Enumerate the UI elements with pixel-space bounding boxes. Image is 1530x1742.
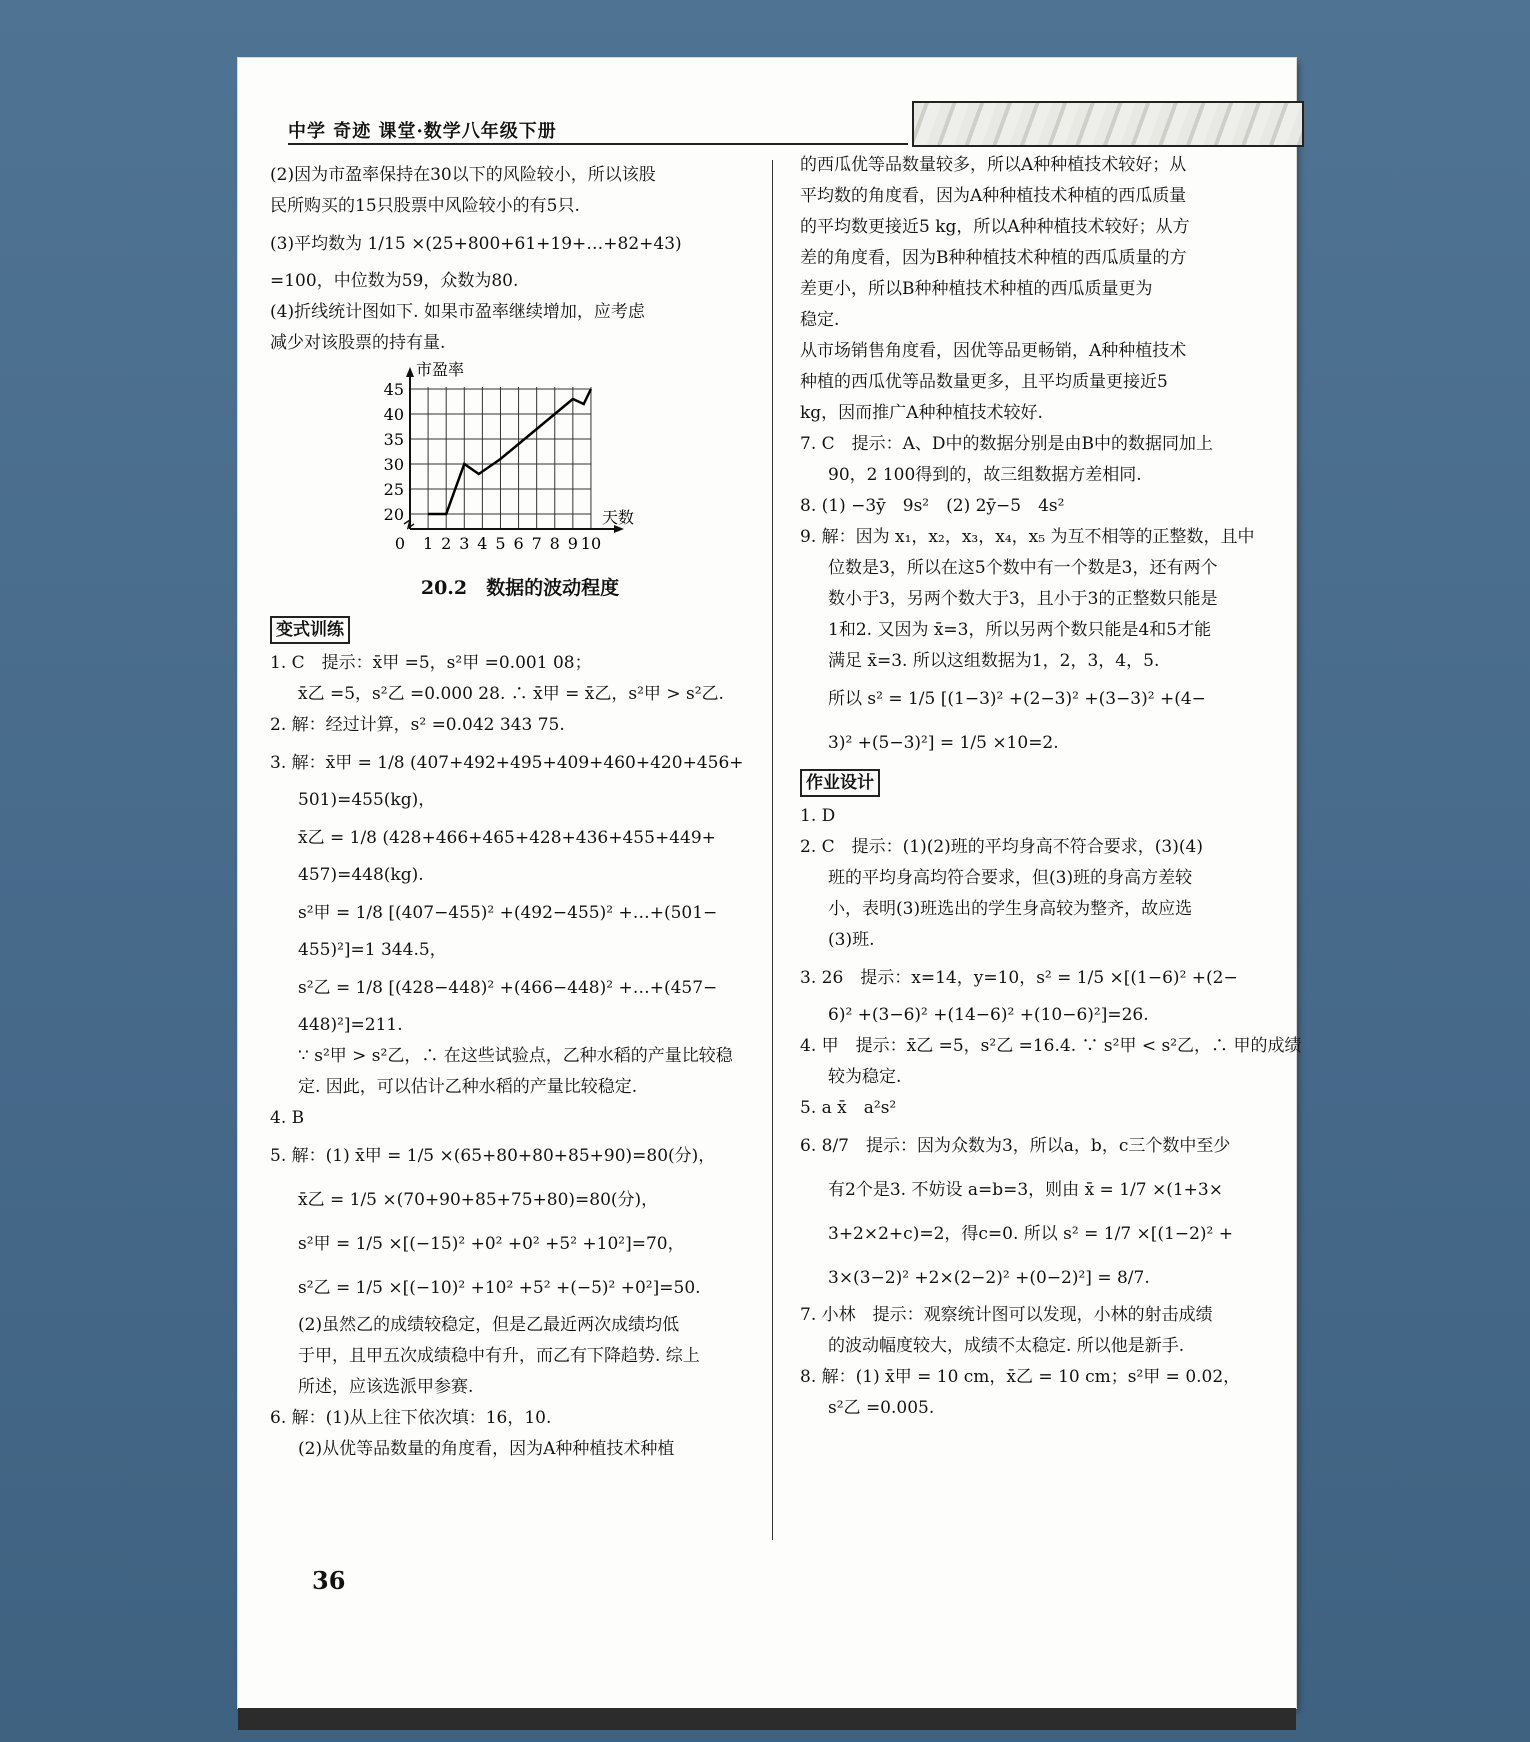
text-line: 448)²]=211. — [298, 1015, 403, 1035]
text-line: 9. 解：因为 x₁，x₂，x₃，x₄，x₅ 为互不相等的正整数，且中 — [800, 527, 1255, 547]
text-line: 8. (1) −3ȳ 9s² (2) 2ȳ−5 4s² — [800, 496, 1065, 516]
line-chart-svg — [370, 359, 670, 567]
text-line: 的波动幅度较大，成绩不太稳定. 所以他是新手. — [828, 1336, 1185, 1356]
text-line: 6)² +(3−6)² +(14−6)² +(10−6)²]=26. — [828, 1005, 1149, 1025]
y-tick-label: 30 — [383, 455, 404, 474]
page-header — [288, 57, 1268, 142]
text-line: 7. 小林 提示：观察统计图可以发现，小林的射击成绩 — [800, 1305, 1213, 1325]
text-line: 501)=455(kg)， — [298, 790, 436, 810]
text-line: 位数是3，所以在这5个数中有一个数是3，还有两个 — [828, 558, 1218, 578]
text-line: 所述，应该选派甲参赛. — [298, 1377, 474, 1397]
text-line: kg，因而推广A种种植技术较好. — [800, 403, 1043, 423]
text-line: s²甲 = 1/5 ×[(−15)² +0² +0² +5² +10²]=70， — [298, 1234, 685, 1254]
x-tick-label: 3 — [459, 534, 470, 553]
header-rule — [288, 143, 908, 145]
x-axis-label: 天数 — [602, 508, 635, 527]
text-line: 457)=448(kg). — [298, 865, 424, 885]
text-line: 5. a x̄ a²s² — [800, 1098, 897, 1118]
text-line: 5. 解：(1) x̄甲 = 1/5 ×(65+80+80+85+90)=80(分)， — [270, 1146, 716, 1166]
y-tick-label: 25 — [383, 480, 404, 499]
text-line: 6. 解：(1)从上往下依次填：16，10. — [270, 1408, 552, 1428]
text-line: 稳定. — [800, 310, 840, 330]
text-line: 3. 26 提示：x=14，y=10，s² = 1/5 ×[(1−6)² +(2− — [800, 968, 1238, 988]
text-line: 3. 解：x̄甲 = 1/8 (407+492+495+409+460+420+456+ — [270, 753, 744, 773]
x-tick-label: 4 — [477, 534, 488, 553]
text-line: 民所购买的15只股票中风险较小的有5只. — [270, 196, 580, 216]
left-column — [270, 160, 770, 1465]
text-line: 差的角度看，因为B种种植技术种植的西瓜质量的方 — [800, 248, 1187, 268]
text-line: =100，中位数为59，众数为80. — [270, 271, 519, 291]
text-line: 定. 因此，可以估计乙种水稻的产量比较稳定. — [298, 1077, 638, 1097]
x-tick-label: 2 — [441, 534, 452, 553]
line-chart — [270, 359, 770, 569]
x-tick-label: 8 — [549, 534, 560, 553]
text-line: 1和2. 又因为 x̄=3，所以另两个数只能是4和5才能 — [828, 620, 1212, 640]
text-line: 6. 8/7 提示：因为众数为3，所以a，b，c三个数中至少 — [800, 1136, 1231, 1156]
x-tick-label: 6 — [513, 534, 524, 553]
section-title: 20.2 数据的波动程度 — [420, 577, 620, 599]
right-column — [800, 150, 1302, 1424]
text-line: 455)²]=1 344.5， — [298, 940, 447, 960]
text-line: 所以 s² = 1/5 [(1−3)² +(2−3)² +(3−3)² +(4− — [828, 689, 1206, 709]
text-line: (2)因为市盈率保持在30以下的风险较小，所以该股 — [270, 165, 656, 185]
exercise-box-label: 变式训练 — [270, 616, 350, 644]
text-line: 平均数的角度看，因为A种种植技术种植的西瓜质量 — [800, 186, 1187, 206]
text-line: 7. C 提示：A、D中的数据分别是由B中的数据同加上 — [800, 434, 1214, 454]
text-line: 1. D — [800, 806, 836, 826]
text-line: s²乙 =0.005. — [828, 1398, 935, 1418]
x-tick-label: 10 — [580, 534, 602, 553]
header-title: 中学 奇迹 课堂·数学八年级下册 — [288, 121, 557, 142]
y-axis-label: 市盈率 — [416, 360, 465, 379]
text-line: 数小于3，另两个数大于3，且小于3的正整数只能是 — [828, 589, 1218, 609]
text-line: (3)班. — [828, 930, 875, 950]
homework-box-label: 作业设计 — [800, 769, 880, 797]
y-tick-label: 40 — [383, 405, 404, 424]
series-line — [428, 389, 591, 514]
page-number: 36 — [312, 1566, 346, 1595]
text-line: (4)折线统计图如下. 如果市盈率继续增加，应考虑 — [270, 302, 645, 322]
text-line: 4. 甲 提示：x̄乙 =5，s²乙 =16.4. ∵ s²甲 < s²乙，∴ 甲的成绩 — [800, 1036, 1302, 1056]
y-tick-label: 35 — [383, 430, 404, 449]
text-line: 满足 x̄=3. 所以这组数据为1，2，3，4，5. — [828, 651, 1160, 671]
axis-break-mark — [404, 520, 414, 528]
text-line: 从市场销售角度看，因优等品更畅销，A种种植技术 — [800, 341, 1187, 361]
y-axis-arrow — [406, 367, 414, 377]
text-line: 有2个是3. 不妨设 a=b=3，则由 x̄ = 1/7 ×(1+3× — [828, 1180, 1223, 1200]
y-tick-label: 20 — [383, 505, 404, 524]
text-line: 8. 解：(1) x̄甲 = 10 cm，x̄乙 = 10 cm；s²甲 = 0.02， — [800, 1367, 1241, 1387]
text-line: 于甲，且甲五次成绩稳中有升，而乙有下降趋势. 综上 — [298, 1346, 700, 1366]
text-line: 1. C 提示：x̄甲 =5，s²甲 =0.001 08； — [270, 653, 592, 673]
x-tick-label: 0 — [394, 534, 406, 553]
text-line: 2. 解：经过计算，s² =0.042 343 75. — [270, 715, 565, 735]
text-line: (3)平均数为 1/15 ×(25+800+61+19+…+82+43) — [270, 234, 682, 254]
text-line: 4. B — [270, 1108, 305, 1128]
text-line: (2)从优等品数量的角度看，因为A种种植技术种植 — [298, 1439, 675, 1459]
text-line: 班的平均身高均符合要求，但(3)班的身高方差较 — [828, 868, 1193, 888]
text-line: 减少对该股票的持有量. — [270, 333, 446, 353]
y-tick-label: 45 — [383, 380, 404, 399]
text-line: x̄乙 = 1/5 ×(70+90+85+75+80)=80(分)， — [298, 1190, 659, 1210]
text-line: x̄乙 = 1/8 (428+466+465+428+436+455+449+ — [298, 828, 716, 848]
x-tick-label: 9 — [567, 534, 578, 553]
text-line: 种植的西瓜优等品数量更多，且平均质量更接近5 — [800, 372, 1168, 392]
column-divider — [772, 160, 773, 1540]
text-line: (2)虽然乙的成绩较稳定，但是乙最近两次成绩均低 — [298, 1315, 680, 1335]
text-line: 的西瓜优等品数量较多，所以A种种植技术较好；从 — [800, 155, 1187, 175]
header-decoration — [912, 101, 1304, 147]
text-line: s²乙 = 1/5 ×[(−10)² +10² +5² +(−5)² +0²]=50. — [298, 1278, 701, 1298]
x-tick-label: 5 — [495, 534, 506, 553]
text-line: s²甲 = 1/8 [(407−455)² +(492−455)² +…+(501− — [298, 903, 718, 923]
text-line: s²乙 = 1/8 [(428−448)² +(466−448)² +…+(457− — [298, 978, 718, 998]
x-tick-label: 7 — [531, 534, 542, 553]
text-line: ∵ s²甲 > s²乙，∴ 在这些试验点，乙种水稻的产量比较稳 — [298, 1046, 733, 1066]
page-shadow-band — [238, 1708, 1296, 1730]
x-tick-label: 1 — [423, 534, 434, 553]
text-line: x̄乙 =5，s²乙 =0.000 28. ∴ x̄甲 = x̄乙，s²甲 > s²乙. — [298, 684, 724, 704]
text-line: 的平均数更接近5 kg，所以A种种植技术较好；从方 — [800, 217, 1190, 237]
text-line: 差更小，所以B种种植技术种植的西瓜质量更为 — [800, 279, 1153, 299]
text-line: 3+2×2+c)=2，得c=0. 所以 s² = 1/7 ×[(1−2)² + — [828, 1224, 1234, 1244]
text-line: 3×(3−2)² +2×(2−2)² +(0−2)²] = 8/7. — [828, 1268, 1150, 1288]
text-line: 小，表明(3)班选出的学生身高较为整齐，故应选 — [828, 899, 1193, 919]
text-line: 较为稳定. — [828, 1067, 902, 1087]
text-line: 2. C 提示：(1)(2)班的平均身高不符合要求，(3)(4) — [800, 837, 1203, 857]
text-line: 3)² +(5−3)²] = 1/5 ×10=2. — [828, 733, 1059, 753]
text-line: 90，2 100得到的，故三组数据方差相同. — [828, 465, 1142, 485]
